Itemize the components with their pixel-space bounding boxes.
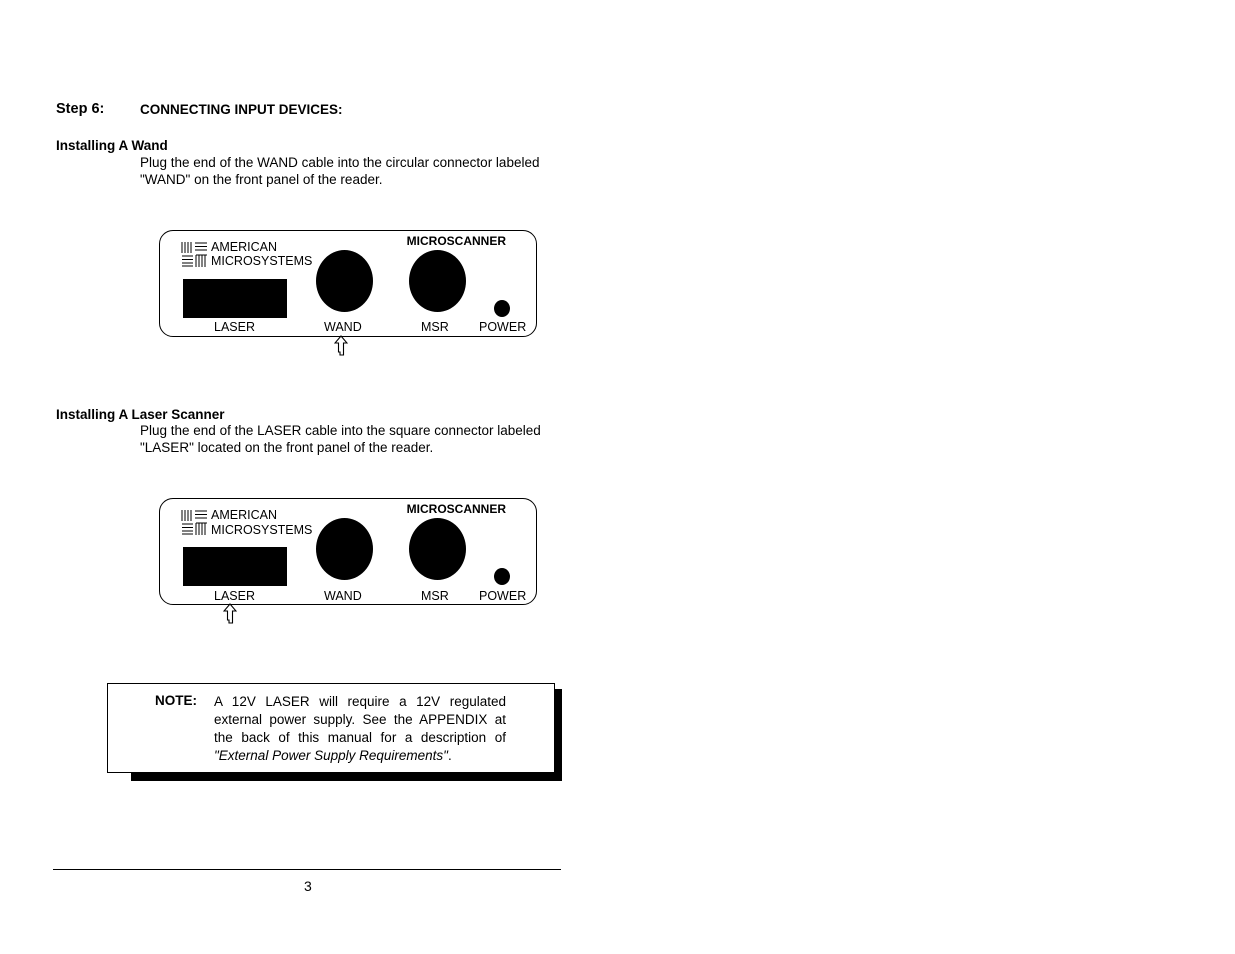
wand-label: WAND [324,589,362,603]
step-title: CONNECTING INPUT DEVICES: [140,102,343,117]
laser-port [183,279,287,318]
up-arrow-icon [223,603,237,625]
section-heading-wand: Installing A Wand [56,138,168,153]
laser-label: LASER [214,589,255,603]
note-text-body: A 12V LASER will require a 12V regulated external power supply. See the APPENDIX at the back of this manual for a description of [214,694,506,745]
power-label: POWER [479,589,527,603]
wand-port [316,518,373,580]
section-body-laser-line2: "LASER" located on the front panel of the reader. [140,440,434,455]
product-name: MICROSCANNER [406,502,506,516]
reader-front-panel [159,498,537,605]
up-arrow-icon [334,335,348,357]
msr-port [409,250,466,312]
power-indicator [494,568,510,585]
section-body-laser-line1: Plug the end of the LASER cable into the square connector labeled [140,423,541,438]
brand-name-line2: MICROSYSTEMS [211,523,313,537]
power-label: POWER [479,320,527,334]
page-number: 3 [304,878,312,894]
note-text [214,693,506,765]
note-text-end: . [447,748,452,763]
section-body-wand-line2: "WAND" on the front panel of the reader. [140,172,383,187]
step-label: Step 6: [56,101,105,117]
section-body-wand-line1: Plug the end of the WAND cable into the circular connector labeled [140,155,540,170]
brand-name-line2: MICROSYSTEMS [211,254,313,268]
laser-label: LASER [214,320,255,334]
wand-label: WAND [324,320,362,334]
msr-port [409,518,466,580]
msr-label: MSR [421,589,449,603]
wand-port [316,250,373,312]
note-text-reference: "External Power Supply Requirements" [214,748,448,763]
note-box [107,683,555,773]
reader-front-panel [159,230,537,337]
brand-logo-icon [181,509,209,535]
msr-label: MSR [421,320,449,334]
brand-logo-icon [181,241,209,267]
note-label: NOTE: [155,693,197,708]
brand-name-line1: AMERICAN [211,240,277,254]
brand-name-line1: AMERICAN [211,508,277,522]
power-indicator [494,300,510,317]
laser-port [183,547,287,586]
section-heading-laser: Installing A Laser Scanner [56,407,225,422]
product-name: MICROSCANNER [406,234,506,248]
footer-rule [53,869,561,870]
